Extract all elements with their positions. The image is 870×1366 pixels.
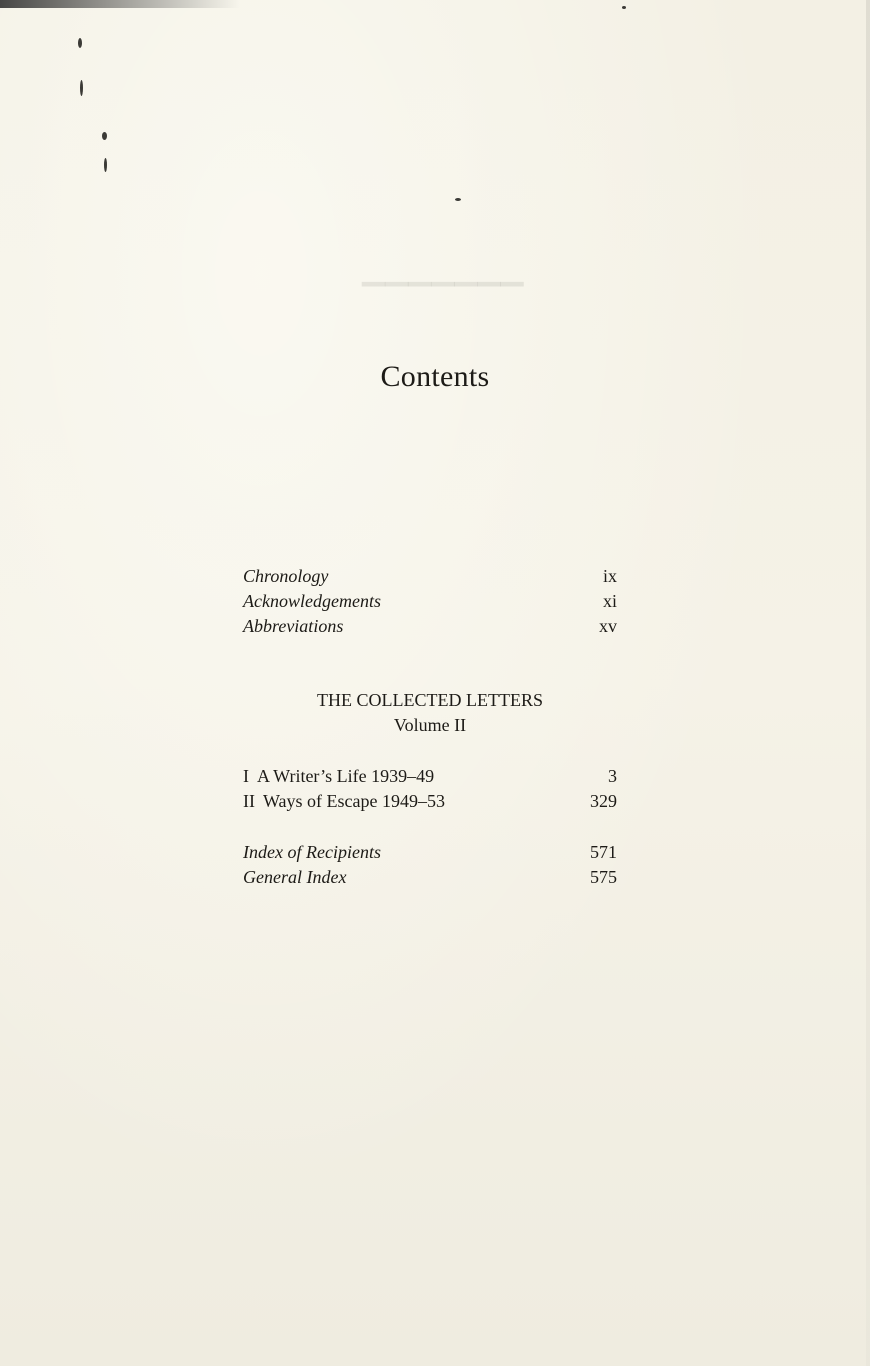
part-title: Ways of Escape 1949–53: [263, 791, 446, 811]
toc-entry-label: [243, 766, 434, 787]
toc-entry-general-index[interactable]: [243, 867, 617, 891]
toc-page-number: 3: [608, 766, 617, 786]
toc-page-number: 571: [590, 842, 617, 862]
blemish: [455, 198, 461, 201]
section-heading: THE COLLECTED LETTERS: [317, 690, 543, 710]
show-through-ghost: ▁▁▁▁▁▁▁: [362, 253, 524, 286]
toc-page-number: xi: [602, 591, 617, 611]
toc-entry-label: Abbreviations: [243, 616, 344, 636]
toc-entry-label: Index of Recipients: [243, 842, 381, 862]
toc-entry-part-2[interactable]: [243, 791, 617, 815]
page-edge-shadow-right: [866, 0, 870, 1366]
toc-entry-index-of-recipients[interactable]: [243, 842, 617, 866]
toc-page-number: ix: [602, 566, 617, 586]
part-number: II: [243, 791, 255, 811]
toc-page-number: xv: [599, 616, 617, 636]
volume-heading: Volume II: [393, 715, 467, 735]
blemish: [78, 38, 82, 48]
toc-entry-label: General Index: [243, 867, 347, 887]
blemish: [622, 6, 626, 9]
toc-entry-part-1[interactable]: [243, 766, 617, 790]
part-number: I: [243, 766, 249, 786]
blemish: [104, 158, 107, 172]
toc-entry-label: [243, 791, 445, 812]
blemish: [102, 132, 107, 140]
toc-page-number: 329: [590, 791, 617, 811]
part-title: A Writer’s Life 1939–49: [257, 766, 435, 786]
page-edge-shadow: [0, 0, 240, 8]
page-title: Contents: [380, 360, 490, 393]
toc-entry-label: Chronology: [243, 566, 329, 586]
toc-entry-acknowledgements[interactable]: [243, 591, 617, 615]
toc-entry-chronology[interactable]: [243, 566, 617, 590]
blemish: [80, 80, 83, 96]
toc-page-number: 575: [590, 867, 617, 887]
toc-entry-label: Acknowledgements: [243, 591, 381, 611]
toc-entry-abbreviations[interactable]: [243, 616, 617, 640]
